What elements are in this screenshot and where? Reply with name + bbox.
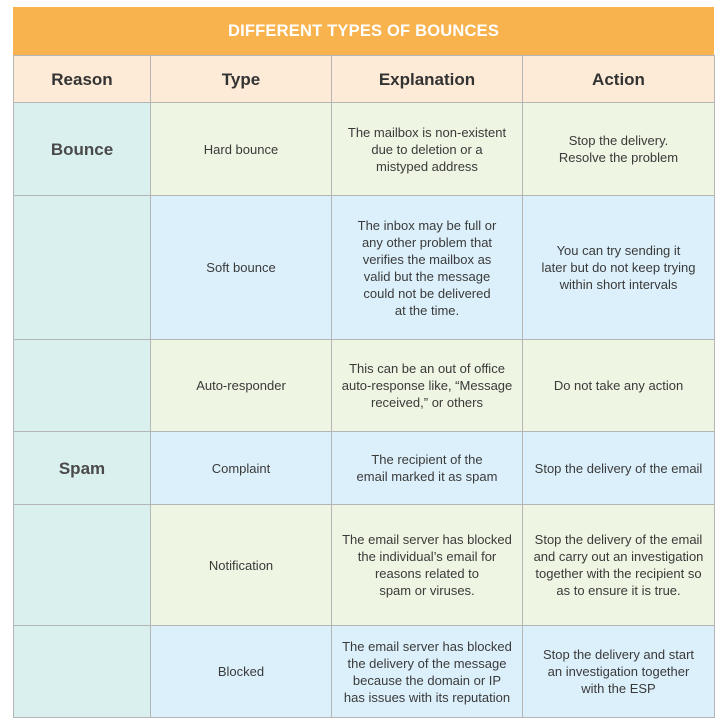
table-row xyxy=(14,340,715,432)
type-cell: Soft bounce xyxy=(151,196,332,340)
explanation-text: The mailbox is non-existent due to deletion or a mistyped address xyxy=(347,124,507,174)
reason-cell xyxy=(14,626,151,718)
explanation-cell xyxy=(332,103,523,196)
action-text: Stop the delivery. Resolve the problem xyxy=(558,133,679,165)
action-text: Stop the delivery and start an investigation together with the ESP xyxy=(542,647,695,696)
explanation-cell xyxy=(332,340,523,432)
table-row xyxy=(14,196,715,340)
type-cell: Complaint xyxy=(151,432,332,505)
action-cell xyxy=(523,432,715,505)
header-explanation: Explanation xyxy=(332,56,523,103)
action-cell xyxy=(523,505,715,626)
action-text: You can try sending it later but do not keep trying within short intervals xyxy=(541,243,696,292)
explanation-cell xyxy=(332,196,523,340)
explanation-cell xyxy=(332,505,523,626)
reason-cell: Spam xyxy=(14,432,151,505)
explanation-text: The inbox may be full or any other problem that verifies the mailbox as valid but the message could not be delivered at the time. xyxy=(357,217,497,318)
explanation-text: The email server has blocked the individual’s email for reasons related to spam or viruses. xyxy=(342,532,512,598)
reason-cell xyxy=(14,505,151,626)
explanation-text: This can be an out of office auto-response like, “Message received,” or others xyxy=(341,361,513,410)
action-text: Stop the delivery of the email and carry out an investigation together with the recipient so as to ensure it is true. xyxy=(533,532,704,598)
reason-cell xyxy=(14,196,151,340)
explanation-text: The recipient of the email marked it as spam xyxy=(356,452,498,484)
table-title: DIFFERENT TYPES OF BOUNCES xyxy=(13,7,714,55)
header-type: Type xyxy=(151,56,332,103)
type-cell: Auto-responder xyxy=(151,340,332,432)
table-row xyxy=(14,505,715,626)
reason-cell: Bounce xyxy=(14,103,151,196)
header-action: Action xyxy=(523,56,715,103)
action-cell xyxy=(523,103,715,196)
action-text: Stop the delivery of the email xyxy=(534,460,703,476)
type-cell: Blocked xyxy=(151,626,332,718)
bounce-types-table-container xyxy=(13,7,714,717)
table-row xyxy=(14,103,715,196)
type-cell: Hard bounce xyxy=(151,103,332,196)
action-cell xyxy=(523,340,715,432)
type-cell: Notification xyxy=(151,505,332,626)
action-cell xyxy=(523,626,715,718)
explanation-text: The email server has blocked the delivery of the message because the domain or IP has issues with its reputation xyxy=(342,638,512,705)
action-cell xyxy=(523,196,715,340)
header-row xyxy=(14,56,715,103)
header-reason: Reason xyxy=(14,56,151,103)
table-row xyxy=(14,432,715,505)
explanation-cell xyxy=(332,626,523,718)
table-row xyxy=(14,626,715,718)
action-text: Do not take any action xyxy=(553,378,684,393)
reason-cell xyxy=(14,340,151,432)
bounce-types-table xyxy=(13,55,715,718)
explanation-cell xyxy=(332,432,523,505)
